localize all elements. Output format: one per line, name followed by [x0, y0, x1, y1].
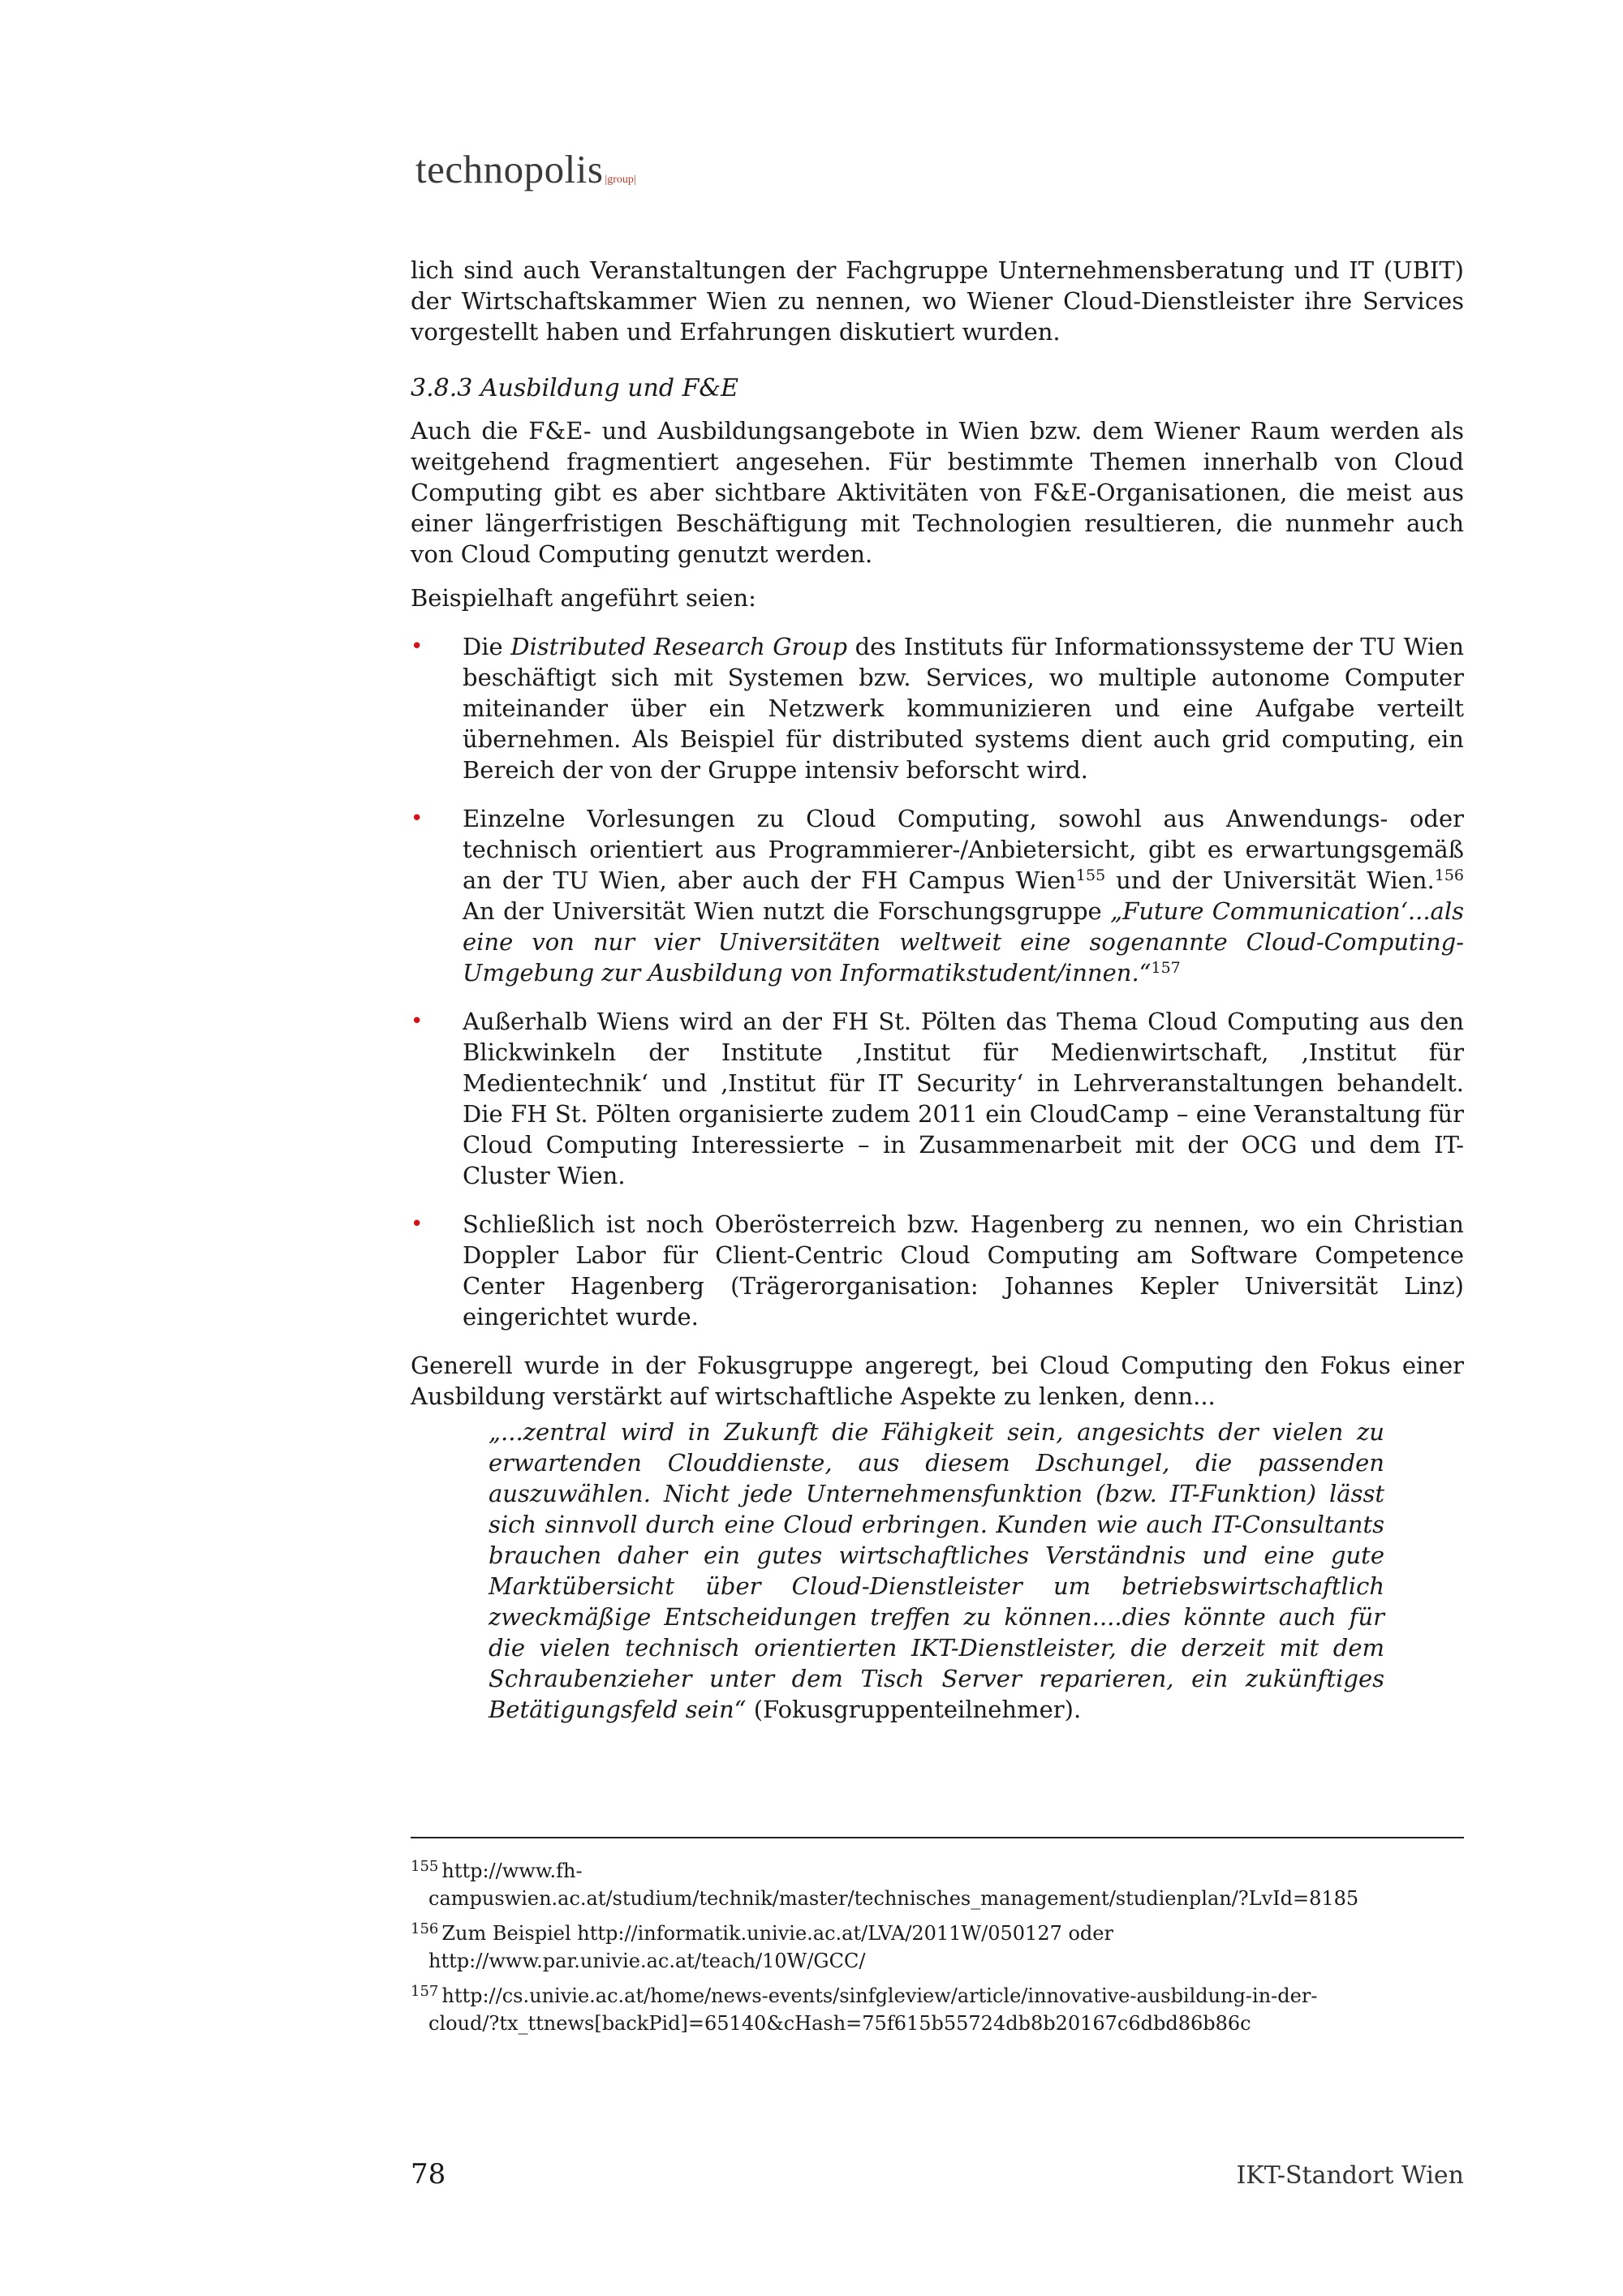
bullet-icon: •	[411, 1009, 424, 1034]
logo-group-tag: |group|	[605, 174, 636, 186]
footnote-ref: 156	[1434, 866, 1464, 884]
footnote-number: 157	[411, 1983, 439, 2000]
list-item-emphasis: Distributed Research Group	[510, 633, 848, 660]
bullet-icon: •	[411, 634, 424, 659]
list-item	[411, 803, 1464, 988]
bullet-icon: •	[411, 806, 424, 831]
block-quote	[489, 1417, 1384, 1725]
list-item-text: des Instituts für Informationssysteme der TU Wien beschäftigt sich mit Systemen bzw. Services, wo multiple autonome Computer miteinander über ein Netzwerk kommunizieren und eine Aufgabe verteilt übernehmen. Als Beispiel für distributed systems dient auch grid computing, ein Bereich der von der Gruppe intensiv beforscht wird.	[463, 633, 1464, 784]
footnotes	[411, 1853, 1464, 2040]
footnote-divider	[411, 1837, 1464, 1838]
section-heading: 3.8.3 Ausbildung und F&E	[411, 374, 739, 402]
footnote-ref: 155	[1075, 866, 1106, 884]
footnote-157	[411, 1978, 1464, 2037]
technopolis-logo	[415, 146, 636, 192]
page-number: 78	[411, 2158, 446, 2191]
bullet-icon: •	[411, 1212, 424, 1236]
document-title: IKT-Standort Wien	[1236, 2161, 1464, 2190]
footnote-155	[411, 1853, 1464, 1912]
list-item	[411, 631, 1464, 785]
section-paragraph-2: Beispielhaft angeführt seien:	[411, 584, 756, 612]
quote-text: „...zentral wird in Zukunft die Fähigkeit sein, angesichts der vielen zu erwartenden Clouddienste, aus diesem Dschungel, die passenden auszuwählen. Nicht jede Unternehmensfunktion (bzw. IT-Funktion) lässt sich sinnvoll durch eine Cloud erbringen. Kunden wie auch IT-Consultants brauchen daher ein gutes wirtschaftliches Verständnis und eine gute Marktübersicht über Cloud-Dienstleister um betriebswirtschaftlich zweckmäßige Entscheidungen treffen zu können....dies könnte auch für die vielen technisch orientierten IKT-Dienstleister, die derzeit mit dem Schraubenzieher unter dem Tisch Server reparieren, ein zukünftiges Betätigungsfeld sein“	[489, 1418, 1384, 1723]
closing-paragraph: Generell wurde in der Fokusgruppe angeregt, bei Cloud Computing den Fokus einer Ausbildung verstärkt auf wirtschaftliche Aspekte zu lenken, denn...	[411, 1352, 1464, 1410]
example-list	[411, 631, 1464, 1332]
footnote-link[interactable]: http://www.fh-	[441, 1860, 583, 1882]
footnote-link[interactable]: cloud/?tx_ttnews[backPid]=65140&cHash=75f615b55724db8b20167c6dbd86b86c	[428, 2012, 1251, 2035]
footnote-link[interactable]: http://www.par.univie.ac.at/teach/10W/GCC/	[428, 1950, 866, 1972]
list-item	[411, 1006, 1464, 1191]
list-item-text: Außerhalb Wiens wird an der FH St. Pölten das Thema Cloud Computing aus den Blickwinkeln der Institute ‚Institut für Medienwirtschaft, ‚Institut für Medientechnik‘ und ‚Institut für IT Security‘ in Lehrveranstaltungen behandelt. Die FH St. Pölten organisierte zudem 2011 ein CloudCamp – eine Veranstaltung für Cloud Computing Interessierte – in Zusammenarbeit mit der OCG und dem IT-Cluster Wien.	[463, 1008, 1464, 1189]
intro-paragraph: lich sind auch Veranstaltungen der Fachgruppe Unternehmensberatung und IT (UBIT) der Wirtschaftskammer Wien zu nennen, wo Wiener Cloud-Dienstleister ihre Services vorgestellt haben und Erfahrungen diskutiert wurden.	[411, 256, 1464, 346]
quote-attribution: (Fokusgruppenteilnehmer).	[746, 1696, 1082, 1723]
logo-word: technopolis	[415, 147, 604, 191]
list-item-text: An der Universität Wien nutzt die Forschungsgruppe	[463, 897, 1111, 925]
section-paragraph-1: Auch die F&E- und Ausbildungsangebote in Wien bzw. dem Wiener Raum werden als weitgehend fragmentiert angesehen. Für bestimmte Themen innerhalb von Cloud Computing gibt es aber sichtbare Aktivitäten von F&E-Organisationen, die meist aus einer längerfristigen Beschäftigung mit Technologien resultieren, die nunmehr auch von Cloud Computing genutzt werden.	[411, 417, 1464, 568]
list-item-text: Einzelne Vorlesungen zu Cloud Computing, sowohl aus Anwendungs- oder technisch orientiert aus Programmierer-/Anbietersicht, gibt es erwartungsgemäß an der TU Wien, aber auch der FH Campus Wien	[463, 805, 1464, 894]
footnote-link[interactable]: campuswien.ac.at/studium/technik/master/technisches_management/studienplan/?LvId=8185	[428, 1887, 1359, 1910]
list-item-text: Die	[463, 633, 511, 660]
list-item-text: Schließlich ist noch Oberösterreich bzw. Hagenberg zu nennen, wo ein Christian Doppler Labor für Client-Centric Cloud Computing am Software Competence Center Hagenberg (Trägerorganisation: Johannes Kepler Universität Linz) eingerichtet wurde.	[463, 1210, 1464, 1331]
footnote-number: 155	[411, 1858, 439, 1875]
footnote-link[interactable]: http://cs.univie.ac.at/home/news-events/sinfgleview/article/innovative-ausbildung-in-der-	[441, 1984, 1318, 2007]
footnote-156	[411, 1915, 1464, 1975]
footnote-number: 156	[411, 1920, 439, 1937]
list-item	[411, 1209, 1464, 1332]
footnote-ref: 157	[1151, 959, 1181, 977]
list-item-text: und der Universität Wien.	[1105, 866, 1435, 894]
body-content	[411, 255, 1464, 1725]
footnote-link[interactable]: Zum Beispiel http://informatik.univie.ac.at/LVA/2011W/050127 oder	[441, 1922, 1113, 1945]
list-item-emphasis: „Future Communication‘...als eine von nur vier Universitäten weltweit eine sogenannte Cloud-Computing-Umgebung zur Ausbildung von Informatikstudent/innen.“	[463, 897, 1464, 987]
